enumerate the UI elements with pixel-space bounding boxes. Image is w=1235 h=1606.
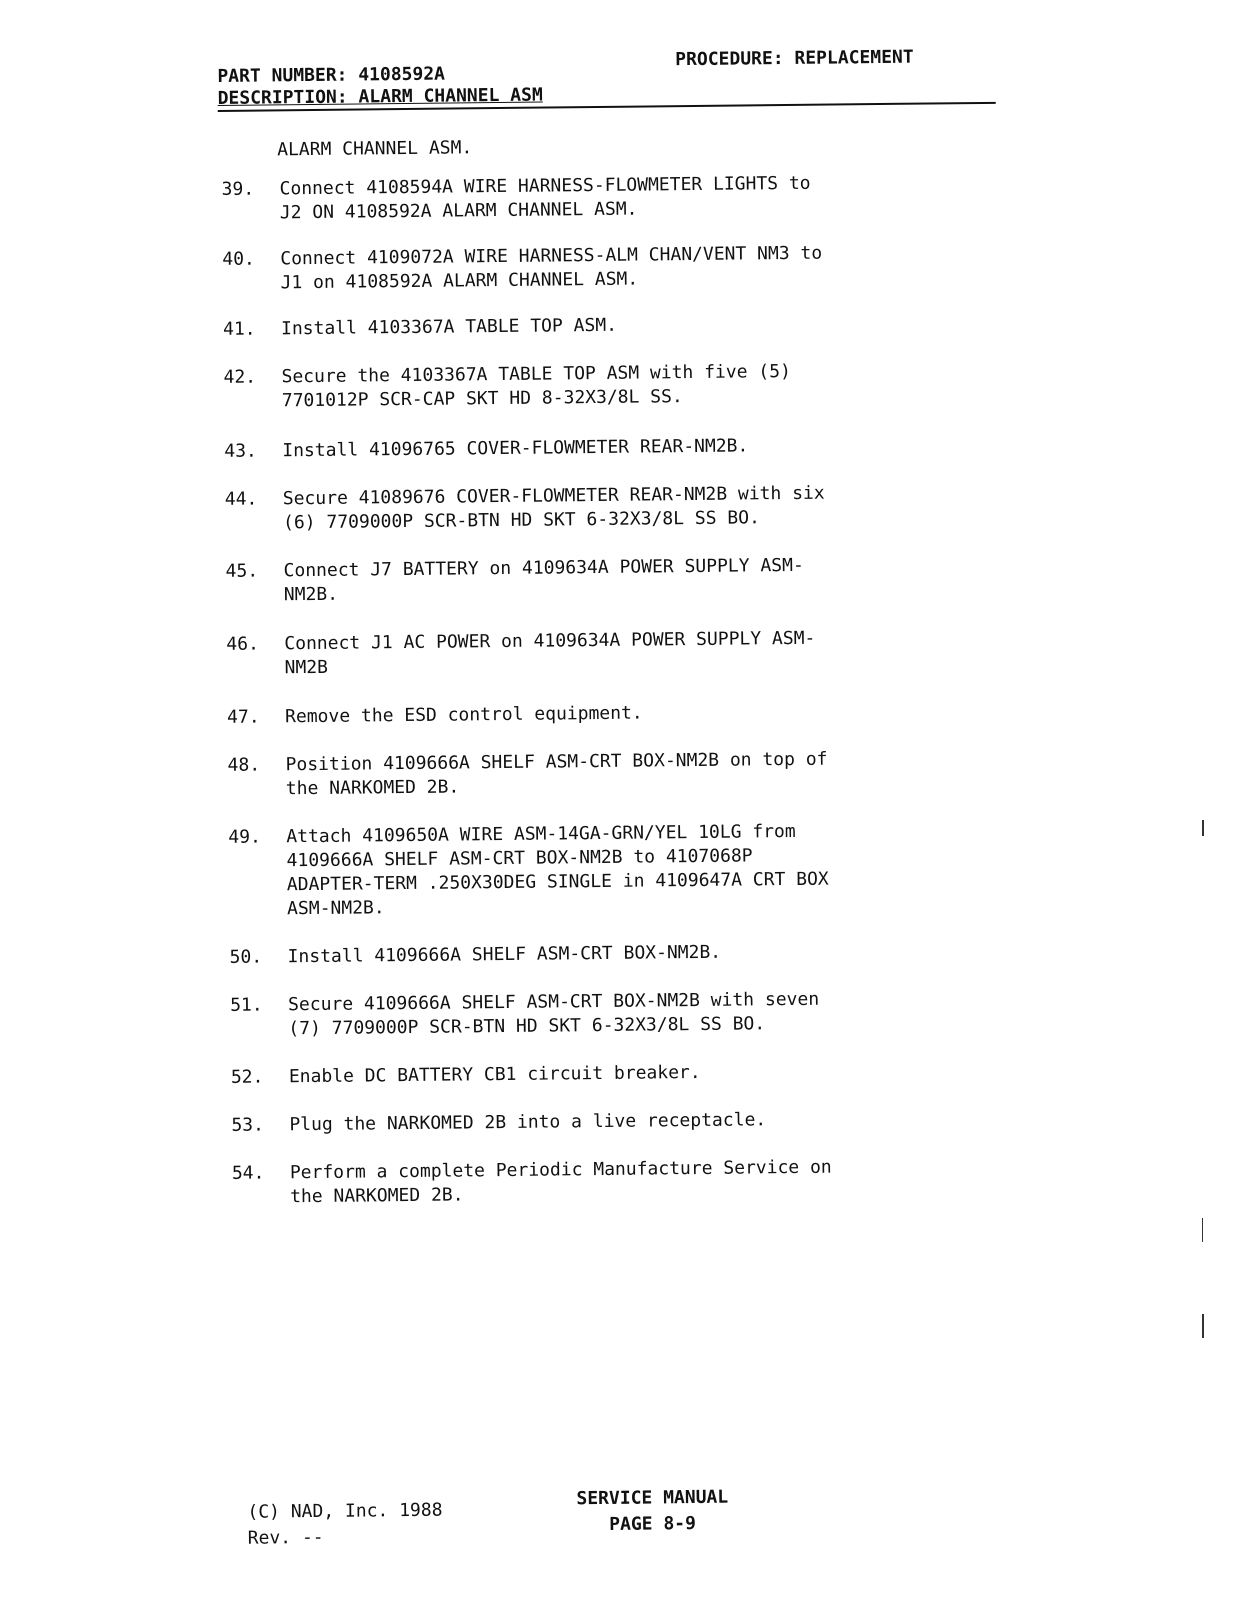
- step-54: [231, 1153, 1032, 1208]
- step-number: 45.: [225, 560, 259, 582]
- step-text: Perform a complete Periodic Manufacture Service on the NARKOMED 2B.: [289, 1156, 832, 1208]
- step-39: [221, 170, 1021, 224]
- step-number: 53.: [231, 1114, 265, 1136]
- step-text: Connect 4109072A WIRE HARNESS-ALM CHAN/VENT NM3 to J1 on 4108592A ALARM CHANNEL ASM.: [280, 242, 823, 294]
- step-text: Connect J7 BATTERY on 4109634A POWER SUPPLY ASM- NM2B.: [283, 554, 804, 606]
- step-44: [224, 480, 1025, 534]
- step-text: Remove the ESD control equipment.: [285, 702, 643, 728]
- step-number: 46.: [226, 633, 259, 655]
- step-42: [223, 358, 1023, 412]
- scan-mark: [1202, 1218, 1203, 1242]
- footer-copyright: [247, 1498, 443, 1552]
- step-text: Install 4109666A SHELF ASM-CRT BOX-NM2B.: [287, 941, 722, 968]
- footer-manual: [547, 1484, 758, 1538]
- step-number: 54.: [231, 1162, 265, 1184]
- step-number: 51.: [230, 994, 263, 1016]
- step-text: Secure 41089676 COVER-FLOWMETER REAR-NM2B with six (6) 7709000P SCR-BTN HD SKT 6-32X3/8L SS BO.: [282, 482, 825, 534]
- step-47: [227, 698, 1027, 728]
- step-text: Attach 4109650A WIRE ASM-14GA-GRN/YEL 10LG from 4109666A SHELF ASM-CRT BOX-NM2B to 4107068P ADAPTER-TERM .250X30DEG SINGLE in 4109647A CRT BOX ASM-NM2B.: [286, 820, 829, 920]
- step-text: Position 4109666A SHELF ASM-CRT BOX-NM2B on top of the NARKOMED 2B.: [285, 748, 828, 800]
- part-description-text: DESCRIPTION: ALARM CHANNEL ASM: [217, 84, 543, 109]
- step-number: 41.: [222, 318, 256, 340]
- procedure-steps: [221, 170, 1021, 1208]
- step-46: [226, 625, 1026, 679]
- step-number: 40.: [222, 248, 255, 270]
- page-number: PAGE 8-9: [609, 1513, 697, 1535]
- procedure-type: PROCEDURE: REPLACEMENT: [675, 46, 914, 71]
- scan-mark: [1202, 820, 1204, 836]
- revision-text: Rev. --: [247, 1526, 324, 1549]
- step-text: Install 41096765 COVER-FLOWMETER REAR-NM2B.: [282, 435, 749, 462]
- step-number: 48.: [227, 754, 261, 776]
- step-52: [230, 1058, 1031, 1088]
- step-41: [222, 310, 1023, 340]
- step-number: 50.: [229, 946, 263, 968]
- step-40: [222, 240, 1022, 294]
- continued-text: ALARM CHANNEL ASM.: [277, 137, 473, 161]
- step-text: Connect J1 AC POWER on 4109634A POWER SUPPLY ASM- NM2B: [284, 627, 816, 679]
- scan-mark: [1202, 1314, 1204, 1338]
- step-43: [224, 432, 1024, 462]
- step-text: Enable DC BATTERY CB1 circuit breaker.: [288, 1061, 701, 1088]
- step-49: [228, 818, 1028, 920]
- manual-title: SERVICE MANUAL: [576, 1486, 729, 1510]
- part-number: PART NUMBER: 4108592A: [217, 63, 446, 87]
- step-number: 49.: [228, 826, 261, 848]
- step-50: [229, 938, 1030, 968]
- step-number: 39.: [221, 178, 255, 200]
- step-text: Secure the 4103367A TABLE TOP ASM with five (5) 7701012P SCR-CAP SKT HD 8-32X3/8L SS.: [281, 360, 791, 412]
- page-header: [217, 44, 995, 109]
- step-number: 44.: [224, 488, 258, 510]
- step-53: [231, 1106, 1031, 1136]
- step-number: 52.: [230, 1066, 264, 1088]
- step-48: [227, 746, 1027, 800]
- step-number: 43.: [224, 440, 257, 462]
- step-number: 47.: [227, 706, 260, 728]
- step-text: Install 4103367A TABLE TOP ASM.: [280, 314, 618, 340]
- step-number: 42.: [223, 366, 257, 388]
- copyright-text: (C) NAD, Inc. 1988: [247, 1499, 443, 1523]
- step-51: [230, 986, 1030, 1040]
- step-45: [225, 552, 1025, 606]
- step-text: Secure 4109666A SHELF ASM-CRT BOX-NM2B with seven (7) 7709000P SCR-BTN HD SKT 6-32X3/8L SS BO.: [288, 988, 820, 1040]
- step-text: Connect 4108594A WIRE HARNESS-FLOWMETER LIGHTS to J2 ON 4108592A ALARM CHANNEL ASM.: [279, 172, 811, 224]
- step-text: Plug the NARKOMED 2B into a live receptacle.: [289, 1109, 767, 1136]
